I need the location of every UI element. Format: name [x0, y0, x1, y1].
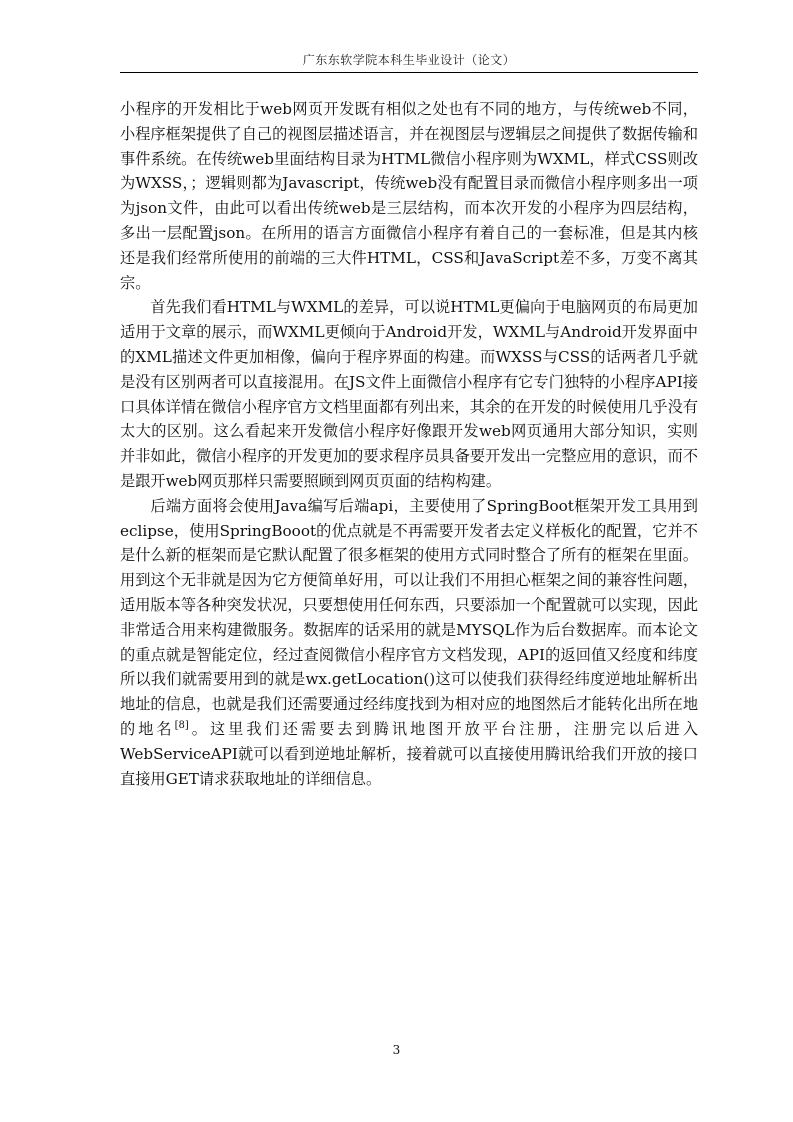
citation-reference: [8]: [174, 719, 189, 731]
paragraph-3: [120, 494, 698, 792]
paragraph-1: 小程序的开发相比于web网页开发既有相似之处也有不同的地方，与传统web不同，小程序框架提供了自己的视图层描述语言，并在视图层与逻辑层之间提供了数据传输和事件系统。在传统web里面结构目录为HTML微信小程序则为WXML，样式CSS则改为WXSS，；逻辑则都为Javascript，传统web没有配置目录而微信小程序则多出一项为json文件，由此可以看出传统web是三层结构，而本次开发的小程序为四层结构，多出一层配置json。在所用的语言方面微信小程序有着自己的一套标准，但是其内核还是我们经常所使用的前端的三大件HTML，CSS和JavaScript差不多，万变不离其宗。: [120, 100, 698, 292]
body-text: [120, 97, 698, 791]
page-header-title: 广东东软学院本科生毕业设计（论文）: [302, 53, 516, 67]
paragraph-3-text-after-citation: 。这里我们还需要去到腾讯地图开放平台注册，注册完以后进入WebServiceAPI就可以看到逆地址解析，接着就可以直接使用腾讯给我们开放的接口直接用GET请求获取地址的详细信息。: [120, 719, 699, 788]
paragraph-2: 首先我们看HTML与WXML的差异，可以说HTML更偏向于电脑网页的布局更加适用于文章的展示，而WXML更倾向于Android开发，WXML与Android开发界面中的XML描述文件更加相像，偏向于程序界面的构建。而WXSS与CSS的话两者几乎就是没有区别两者可以直接混用。在JS文件上面微信小程序有它专门独特的小程序API接口具体详情在微信小程序官方文档里面都有列出来，其余的在开发的时候使用几乎没有太大的区别。这么看起来开发微信小程序好像跟开发web网页通用大部分知识，实则并非如此，微信小程序的开发更加的要求程序员具备要开发出一完整应用的意识，而不是跟开web网页那样只需要照顾到网页页面的结构构建。: [120, 298, 698, 490]
paragraph-3-text-before-citation: 后端方面将会使用Java编写后端api，主要使用了SpringBoot框架开发工具用到eclipse，使用SpringBooot的优点就是不再需要开发者去定义样板化的配置，它并不是什么新的框架而是它默认配置了很多框架的使用方式同时整合了所有的框架在里面。用到这个无非就是因为它方便简单好用，可以让我们不用担心框架之间的兼容性问题，适用版本等各种突发状况，只要想使用任何东西，只要添加一个配置就可以实现，因此非常适合用来构建微服务。数据库的话采用的就是MYSQL作为后台数据库。而本论文的重点就是智能定位，经过查阅微信小程序官方文档发现，API的返回值又经度和纬度所以我们就需要用到的就是wx.getLocation()这可以使我们获得经纬度逆地址解析出地址的信息，也就是我们还需要通过经纬度找到为相对应的地图然后才能转化出所在地的地名: [120, 496, 698, 738]
page-number: 3: [392, 1043, 401, 1057]
header-divider: [120, 72, 698, 73]
